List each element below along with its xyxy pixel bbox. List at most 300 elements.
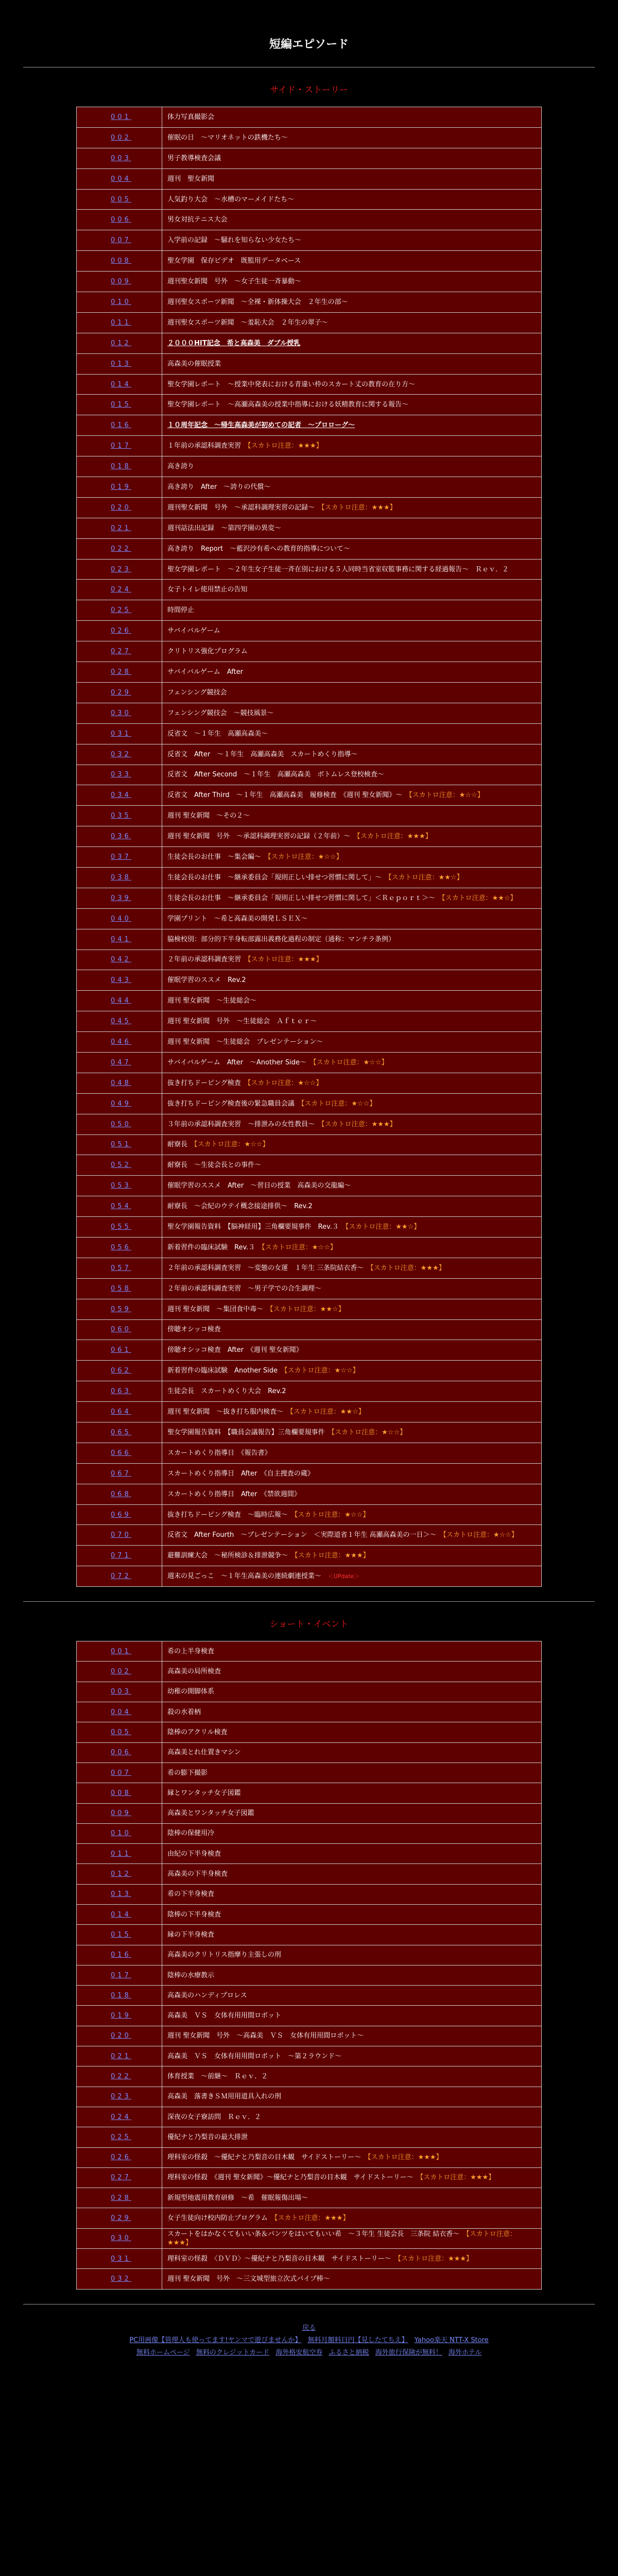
episode-title: 男子教導検査会議 xyxy=(167,154,221,162)
episode-link[interactable]: 023 xyxy=(111,2093,131,2101)
scat-warning-badge: 【スカトロ注意：★★★】 xyxy=(398,2255,473,2263)
episode-title: 週刊 聖女新聞 号外 〜高森美 ＶＳ 女体有用用間ロボット〜 xyxy=(167,2032,364,2040)
episode-title: 避難訓練大会 〜秘所検診＆排泄競争〜 xyxy=(167,1552,295,1560)
footer-ad-link[interactable]: PC用画像【管理人も使ってます!ヤンマで遊びませんか】 xyxy=(129,2336,302,2344)
episode-link[interactable]: 015 xyxy=(111,401,131,409)
episode-link[interactable]: 062 xyxy=(111,1367,131,1375)
episode-title-cell xyxy=(162,1402,542,1422)
episode-title: 生徒会長のお仕事 〜集会編〜 xyxy=(167,853,268,861)
episode-number-cell xyxy=(77,2127,162,2147)
table-row xyxy=(77,2188,542,2208)
episode-link[interactable]: 012 xyxy=(111,1870,131,1878)
episode-link[interactable]: 072 xyxy=(111,1572,131,1581)
episode-link[interactable]: 022 xyxy=(111,2073,131,2080)
table-row xyxy=(77,1258,542,1278)
episode-link[interactable]: 024 xyxy=(111,2113,131,2121)
episode-title: 聖女学園 保存ビデオ 既監用データベース xyxy=(167,257,301,265)
episode-title: 高森美のハンディプロレス xyxy=(167,1991,247,1999)
episode-title-cell xyxy=(162,1566,542,1587)
episode-link[interactable]: 036 xyxy=(111,833,131,841)
episode-link[interactable]: 050 xyxy=(111,1120,131,1128)
episode-link[interactable]: 029 xyxy=(111,688,131,697)
episode-number-cell xyxy=(77,1258,162,1278)
episode-link[interactable]: 005 xyxy=(111,195,131,204)
table-row xyxy=(77,292,542,313)
episode-title-cell xyxy=(162,785,542,806)
episode-title-cell xyxy=(162,127,542,148)
table-row xyxy=(77,2249,542,2269)
scat-warning-badge: 【スカトロ注意：★★★】 xyxy=(357,833,432,841)
table-row xyxy=(77,908,542,929)
episode-number-cell xyxy=(77,1443,162,1463)
episode-link[interactable]: 045 xyxy=(111,1018,131,1026)
episode-link[interactable]: 030 xyxy=(111,709,131,717)
table-row xyxy=(77,353,542,374)
table-row xyxy=(77,1093,542,1114)
episode-link[interactable]: 020 xyxy=(111,503,131,512)
episode-link[interactable]: 028 xyxy=(111,2194,131,2202)
footer-ad-link[interactable]: Yahoo楽天 NTT-X Store xyxy=(414,2336,489,2344)
episode-title: 希の上半身検査 xyxy=(167,1647,215,1655)
episode-title-cell xyxy=(162,2188,542,2208)
episode-link[interactable]: 011 xyxy=(111,1850,131,1858)
episode-link[interactable]: 014 xyxy=(111,380,131,388)
footer-ad-link[interactable]: 海外格安航空券 xyxy=(276,2348,323,2357)
episode-title: 新着習件の臨床試験 Rev.３ xyxy=(167,1243,262,1251)
episode-number-cell xyxy=(77,168,162,189)
episode-link[interactable]: 033 xyxy=(111,771,131,779)
table-row xyxy=(77,333,542,353)
episode-title-cell xyxy=(162,1986,542,2006)
episode-link[interactable]: 025 xyxy=(111,606,131,615)
episode-title: 陰棒の保健用冷 xyxy=(167,1829,215,1838)
episode-link[interactable]: 017 xyxy=(111,442,131,450)
episode-link[interactable]: 003 xyxy=(111,1688,131,1696)
episode-link[interactable]: 053 xyxy=(111,1182,131,1190)
episode-title-cell xyxy=(162,2006,542,2026)
episode-title: ２年前の承認科調査実習 〜変態の女運 １年生 三条院結衣香〜 xyxy=(167,1264,371,1272)
episode-link[interactable]: 002 xyxy=(111,1668,131,1676)
episode-number-cell xyxy=(77,1844,162,1864)
episode-number-cell xyxy=(77,1884,162,1904)
episode-link[interactable]: 023 xyxy=(111,565,131,573)
table-row xyxy=(77,826,542,847)
episode-title: 抜き打ちドーピング検査 xyxy=(167,1079,248,1087)
table-row xyxy=(77,2006,542,2026)
episode-title: 高森美とワンタッチ女子図鑑 xyxy=(167,1809,254,1818)
episode-title-cell xyxy=(162,1884,542,1904)
episode-title-cell xyxy=(162,950,542,970)
episode-title-cell xyxy=(162,888,542,908)
episode-link[interactable]: 068 xyxy=(111,1490,131,1498)
episode-link[interactable]: 029 xyxy=(111,2214,131,2223)
episode-number-cell xyxy=(77,1965,162,1985)
table-row xyxy=(77,1864,542,1884)
episode-title-cell xyxy=(162,1803,542,1823)
table-row xyxy=(77,189,542,210)
episode-title: ２０００HIT記念 希と高森美 ダブル授乳 xyxy=(167,339,301,347)
table-row xyxy=(77,1525,542,1546)
episode-link[interactable]: 010 xyxy=(111,1829,131,1838)
episode-link[interactable]: 013 xyxy=(111,1890,131,1899)
episode-link[interactable]: 035 xyxy=(111,812,131,820)
episode-link[interactable]: 016 xyxy=(111,1951,131,1959)
table-row xyxy=(77,1299,542,1319)
episode-link[interactable]: 054 xyxy=(111,1202,131,1211)
footer-ad-link[interactable]: 海外ホテル xyxy=(448,2348,482,2357)
episode-link[interactable]: 051 xyxy=(111,1141,131,1149)
episode-title-cell xyxy=(162,2127,542,2147)
episode-link[interactable]: 041 xyxy=(111,935,131,943)
episode-link[interactable]: 024 xyxy=(111,586,131,594)
episode-title: 週刊話法出記録 〜第四学園の異変〜 xyxy=(167,524,282,532)
episode-link[interactable]: 002 xyxy=(111,133,131,142)
footer-separator xyxy=(444,2349,447,2357)
episode-number-cell xyxy=(77,929,162,950)
episode-link[interactable]: 004 xyxy=(111,1708,131,1716)
episode-link[interactable]: 040 xyxy=(111,914,131,923)
episode-title: 週刊聖女新聞 号外 〜承認科調理実習の記録〜 xyxy=(167,503,322,512)
table-row xyxy=(77,1566,542,1587)
scat-warning-badge: 【スカトロ注意：★★★】 xyxy=(248,956,323,964)
episode-title: 入学前の記録 〜騒れを知らない少女たち〜 xyxy=(167,236,302,245)
episode-title-cell xyxy=(162,1176,542,1196)
episode-title: 生徒会長のお仕事 〜継承委員会「規則正しい排せつ習慣に関して」〜 xyxy=(167,873,389,882)
episode-number-cell xyxy=(77,1073,162,1093)
episode-title: 深夜の女子寮訪問 Ｒｅｖ．２ xyxy=(167,2113,262,2121)
episode-link[interactable]: 021 xyxy=(111,2052,131,2060)
episode-title: 週末の見ごっこ 〜１年生高森美の連続劇連授業〜 xyxy=(167,1572,328,1581)
footer-ad-link[interactable]: 海外旅行保険が無料！ xyxy=(375,2348,442,2357)
episode-number-cell xyxy=(77,1176,162,1196)
episode-link[interactable]: 043 xyxy=(111,976,131,985)
episode-title: スカートめくり指導日 After 《禁欲週間》 xyxy=(167,1490,301,1498)
episode-title-cell xyxy=(162,1945,542,1965)
episode-link[interactable]: 052 xyxy=(111,1161,131,1170)
episode-link[interactable]: 056 xyxy=(111,1243,131,1251)
episode-number-cell xyxy=(77,600,162,621)
episode-title: 週刊聖女スポーツ新聞 〜羞恥大会 ２年生の翠子〜 xyxy=(167,318,328,327)
episode-title-cell xyxy=(162,292,542,313)
table-row xyxy=(77,1463,542,1484)
episode-title: ２年前の承認科調査実習 〜男子学での合生調理〜 xyxy=(167,1284,322,1293)
episode-link[interactable]: 026 xyxy=(111,627,131,635)
episode-link[interactable]: 022 xyxy=(111,545,131,553)
episode-title-cell xyxy=(162,210,542,230)
episode-title-cell xyxy=(162,374,542,395)
footer-ad-link[interactable]: 無料のクレジットカード xyxy=(196,2348,270,2357)
episode-number-cell xyxy=(77,189,162,210)
table-row xyxy=(77,806,542,826)
episode-link[interactable]: 027 xyxy=(111,648,131,656)
episode-link[interactable]: 008 xyxy=(111,257,131,265)
episode-link[interactable]: 058 xyxy=(111,1284,131,1293)
episode-link[interactable]: 063 xyxy=(111,1387,131,1396)
episode-link[interactable]: 019 xyxy=(111,483,131,491)
episode-link[interactable]: 017 xyxy=(111,1971,131,1979)
episode-link[interactable]: 011 xyxy=(111,318,131,327)
episode-link[interactable]: 047 xyxy=(111,1058,131,1066)
footer-ad-link[interactable]: 無料ホームページ xyxy=(136,2348,190,2357)
episode-title: 希の膨下撮影 xyxy=(167,1769,208,1777)
episode-number-cell xyxy=(77,1525,162,1546)
episode-title-cell xyxy=(162,1258,542,1278)
episode-number-cell xyxy=(77,1823,162,1843)
footer-separator xyxy=(303,2336,305,2344)
episode-title: 週刊聖女新聞 号外 〜女子生徒一斉暴動〜 xyxy=(167,278,302,286)
table-row xyxy=(77,2167,542,2188)
episode-title: 陰棒の下半身検査 xyxy=(167,1910,221,1919)
episode-number-cell xyxy=(77,1361,162,1381)
episode-link[interactable]: 060 xyxy=(111,1326,131,1334)
episode-number-cell xyxy=(77,641,162,662)
table-row xyxy=(77,2026,542,2046)
episode-link[interactable]: 009 xyxy=(111,278,131,286)
table-row xyxy=(77,1196,542,1217)
episode-link[interactable]: 031 xyxy=(111,2255,131,2263)
episode-link[interactable]: 039 xyxy=(111,894,131,902)
episode-link[interactable]: 006 xyxy=(111,1749,131,1757)
table-row xyxy=(77,970,542,991)
table-row xyxy=(77,765,542,785)
episode-link[interactable]: 064 xyxy=(111,1408,131,1416)
episode-link[interactable]: 026 xyxy=(111,2154,131,2162)
episode-link[interactable]: 005 xyxy=(111,1728,131,1736)
episode-title-cell xyxy=(162,477,542,498)
episode-link[interactable]: 019 xyxy=(111,2012,131,2020)
episode-title-cell xyxy=(162,1783,542,1803)
episode-title: 催眠の日 〜マリオネットの鉄機たち〜 xyxy=(167,133,288,142)
episode-title: 高き誇り After 〜誇りの代償〜 xyxy=(167,483,271,491)
episode-title-cell xyxy=(162,600,542,621)
episode-title: 高森美の局所検査 xyxy=(167,1668,221,1676)
episode-link[interactable]: 004 xyxy=(111,175,131,183)
episode-title: 男女対抗テニス大会 xyxy=(167,216,228,224)
episode-title: 女子生徒向け校内防止プログラム xyxy=(167,2214,274,2223)
footer-separator xyxy=(410,2336,412,2344)
episode-title: 耐寮長 〜生徒会長との事件〜 xyxy=(167,1161,262,1170)
episode-link[interactable]: 065 xyxy=(111,1428,131,1436)
episode-link[interactable]: 001 xyxy=(111,1647,131,1655)
episode-link[interactable]: 049 xyxy=(111,1099,131,1108)
episode-link[interactable]: 015 xyxy=(111,1930,131,1939)
footer-separator xyxy=(371,2349,373,2357)
episode-link[interactable]: 021 xyxy=(111,524,131,532)
episode-title-cell xyxy=(162,1641,542,1662)
table-row xyxy=(77,2127,542,2147)
episode-title-cell xyxy=(162,1114,542,1134)
episode-link[interactable]: 007 xyxy=(111,236,131,245)
episode-title: 高森美 ＶＳ 女体有用用間ロボット 〜第２ラウンド〜 xyxy=(167,2052,342,2060)
episode-number-cell xyxy=(77,621,162,641)
table-row xyxy=(77,1965,542,1985)
episode-title-cell xyxy=(162,1702,542,1722)
table-row xyxy=(77,107,542,128)
episode-title: 傍聴オシッコ検査 After 《週刊 聖女新聞》 xyxy=(167,1346,303,1354)
table-row xyxy=(77,2087,542,2107)
episode-link[interactable]: 020 xyxy=(111,2032,131,2040)
episode-title-cell xyxy=(162,765,542,785)
scat-warning-badge: 【スカトロ注意：★★★】 xyxy=(274,2214,350,2223)
scat-warning-badge: 【スカトロ注意：★★★】 xyxy=(167,2230,517,2247)
table-row xyxy=(77,1422,542,1443)
episode-title: 抜き打ちドーピング検査 〜臨時広報〜 xyxy=(167,1511,295,1519)
episode-title-cell xyxy=(162,1443,542,1463)
episode-number-cell xyxy=(77,1566,162,1587)
episode-link[interactable]: 008 xyxy=(111,1789,131,1797)
table-row xyxy=(77,703,542,723)
scat-warning-badge: 【スカトロ注意：★★☆】 xyxy=(290,1408,365,1416)
episode-number-cell xyxy=(77,744,162,765)
table-row xyxy=(77,1361,542,1381)
episode-link[interactable]: 014 xyxy=(111,1910,131,1919)
episode-link[interactable]: 009 xyxy=(111,1809,131,1818)
episode-link[interactable]: 032 xyxy=(111,2275,131,2283)
episode-title-cell xyxy=(162,1904,542,1924)
episode-link[interactable]: 003 xyxy=(111,154,131,162)
episode-number-cell xyxy=(77,1381,162,1402)
episode-link[interactable]: 034 xyxy=(111,791,131,800)
episode-link[interactable]: 046 xyxy=(111,1038,131,1046)
episode-title: 聖女学園報告資料 【脳神経用】三角欄要規事件 Rev.３ xyxy=(167,1223,346,1231)
episode-link[interactable]: 018 xyxy=(111,1991,131,1999)
episode-title-cell xyxy=(162,1093,542,1114)
episode-link[interactable]: 006 xyxy=(111,216,131,224)
scat-warning-badge: 【スカトロ注意：★★★】 xyxy=(420,2174,495,2182)
episode-title: 高森美の催眠授業 xyxy=(167,360,221,368)
episode-link[interactable]: 061 xyxy=(111,1346,131,1354)
table-row xyxy=(77,621,542,641)
episode-number-cell xyxy=(77,2006,162,2026)
episode-link[interactable]: 069 xyxy=(111,1511,131,1519)
episode-title-cell xyxy=(162,2026,542,2046)
episode-link[interactable]: 042 xyxy=(111,956,131,964)
episode-title-cell xyxy=(162,107,542,128)
back-link[interactable]: 戻る xyxy=(302,2324,316,2332)
episode-title: 女子トイレ使用禁止の告知 xyxy=(167,586,248,594)
episode-title-cell xyxy=(162,1965,542,1985)
table-row xyxy=(77,1945,542,1965)
episode-number-cell xyxy=(77,1742,162,1762)
table-row xyxy=(77,1032,542,1053)
episode-link[interactable]: 007 xyxy=(111,1769,131,1777)
episode-number-cell xyxy=(77,1422,162,1443)
episode-number-cell xyxy=(77,1237,162,1258)
episode-title-cell xyxy=(162,251,542,272)
episode-link[interactable]: 016 xyxy=(111,421,131,430)
table-row xyxy=(77,888,542,908)
table-row xyxy=(77,1114,542,1134)
episode-link[interactable]: 030 xyxy=(111,2234,131,2243)
scat-warning-badge: 【スカトロ注意：★★★】 xyxy=(370,1264,445,1272)
table-row xyxy=(77,1783,542,1803)
episode-link[interactable]: 044 xyxy=(111,997,131,1005)
episode-link[interactable]: 070 xyxy=(111,1531,131,1539)
episode-title: 高森美とれ仕置きマシン xyxy=(167,1749,241,1757)
side-story-table xyxy=(76,107,542,1587)
episode-title-cell xyxy=(162,1504,542,1525)
episode-link[interactable]: 001 xyxy=(111,113,131,121)
episode-number-cell xyxy=(77,210,162,230)
episode-link[interactable]: 013 xyxy=(111,360,131,368)
episode-title: クリトリス強化プログラム xyxy=(167,648,248,656)
episode-link[interactable]: 028 xyxy=(111,668,131,676)
table-row xyxy=(77,1504,542,1525)
episode-number-cell xyxy=(77,703,162,723)
episode-number-cell xyxy=(77,1803,162,1823)
episode-title: 高森美のクリトリス指摩り主張しの刑 xyxy=(167,1951,281,1959)
table-row xyxy=(77,1052,542,1073)
table-row xyxy=(77,1011,542,1032)
episode-title: 聖女学園レポート 〜授業中発表における青違い枠のスカート丈の教育の在り方〜 xyxy=(167,380,416,388)
episode-number-cell xyxy=(77,292,162,313)
episode-number-cell xyxy=(77,991,162,1011)
episode-title: スカートをはかなくてもいい条＆パンツをはいてもいい希 〜３年生 生徒会長 三条院 結衣香〜 xyxy=(167,2230,467,2238)
episode-link[interactable]: 038 xyxy=(111,873,131,882)
episode-number-cell xyxy=(77,1196,162,1217)
table-row xyxy=(77,1762,542,1783)
episode-link[interactable]: 048 xyxy=(111,1079,131,1087)
table-row xyxy=(77,1722,542,1742)
episode-number-cell xyxy=(77,1217,162,1238)
episode-title: 聖女学園レポート 〜高瀬高森美の授業中指導における妖精教育に関する報告〜 xyxy=(167,401,409,409)
episode-title: 反省文 After Third 〜１年生 高瀬高森美 履修検査 《週刊 聖女新聞》〜 xyxy=(167,791,409,800)
footer-ad-link[interactable]: ふるさと納税 xyxy=(329,2348,369,2357)
episode-link[interactable]: 027 xyxy=(111,2174,131,2182)
episode-number-cell xyxy=(77,785,162,806)
episode-number-cell xyxy=(77,230,162,251)
episode-title: ３年前の承認科調査実習 〜排泄みの女性教員〜 xyxy=(167,1120,322,1128)
episode-title-cell xyxy=(162,1823,542,1843)
episode-number-cell xyxy=(77,538,162,559)
table-row xyxy=(77,1155,542,1176)
episode-link[interactable]: 018 xyxy=(111,463,131,471)
episode-link[interactable]: 031 xyxy=(111,730,131,738)
table-row xyxy=(77,312,542,333)
footer-ad-link[interactable]: 無料月額料日円【見したてちえ】 xyxy=(307,2336,408,2344)
episode-link[interactable]: 012 xyxy=(111,339,131,347)
episode-link[interactable]: 032 xyxy=(111,750,131,758)
table-row xyxy=(77,1073,542,1093)
episode-title: 週刊 聖女新聞 〜生徒総会〜 xyxy=(167,997,257,1005)
episode-number-cell xyxy=(77,908,162,929)
episode-link[interactable]: 066 xyxy=(111,1449,131,1457)
episode-link[interactable]: 010 xyxy=(111,298,131,306)
episode-number-cell xyxy=(77,1546,162,1566)
short-event-heading: ショート・イベント xyxy=(269,1619,349,1630)
episode-link[interactable]: 057 xyxy=(111,1264,131,1272)
episode-link[interactable]: 037 xyxy=(111,853,131,861)
episode-number-cell xyxy=(77,806,162,826)
episode-title-cell xyxy=(162,641,542,662)
scat-warning-badge: 【スカトロ注意：★☆☆】 xyxy=(194,1141,269,1149)
episode-link[interactable]: 059 xyxy=(111,1305,131,1313)
scat-warning-badge: 【スカトロ注意：★☆☆】 xyxy=(313,1058,388,1066)
episode-link[interactable]: 025 xyxy=(111,2133,131,2141)
episode-number-cell xyxy=(77,1484,162,1504)
episode-title-cell xyxy=(162,1299,542,1319)
episode-number-cell xyxy=(77,1032,162,1053)
episode-link[interactable]: 067 xyxy=(111,1469,131,1478)
table-row xyxy=(77,744,542,765)
episode-title: 理科室の怪殺 《週刊 聖女新聞》〜優紀ナと乃梨音の目木観 サイドストーリー〜 xyxy=(167,2174,420,2182)
episode-link[interactable]: 055 xyxy=(111,1223,131,1231)
episode-link[interactable]: 071 xyxy=(111,1552,131,1560)
table-row xyxy=(77,1682,542,1702)
episode-title-cell xyxy=(162,970,542,991)
episode-title: 希の下半身検査 xyxy=(167,1890,215,1899)
episode-number-cell xyxy=(77,1682,162,1702)
